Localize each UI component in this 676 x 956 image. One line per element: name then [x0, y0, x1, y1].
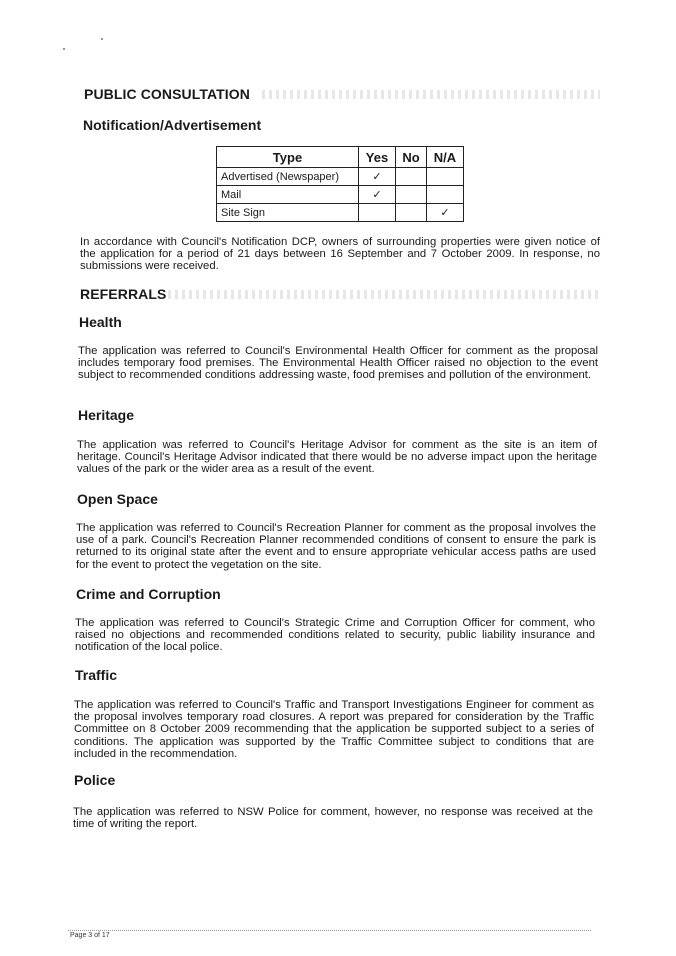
- heritage-paragraph: The application was referred to Council's Heritage Advisor for comment as the site is an item of heritage. Council's Heritage Advisor indicated that there would be no adverse impact upon the heritage values of the park or the wider area as a result of the event.: [77, 439, 597, 476]
- column-header-type: Type: [217, 147, 359, 168]
- section-heading-referrals: REFERRALS: [80, 286, 167, 302]
- cell-no: [396, 186, 427, 204]
- column-header-no: No: [396, 147, 427, 168]
- cell-no: [396, 168, 427, 186]
- scan-speck: [101, 38, 103, 40]
- cell-na: [427, 186, 464, 204]
- column-header-na: N/A: [427, 147, 464, 168]
- subheading-open-space: Open Space: [77, 491, 158, 507]
- cell-type: Mail: [217, 186, 359, 204]
- subheading-heritage: Heritage: [78, 407, 135, 423]
- police-paragraph: The application was referred to NSW Police for comment, however, no response was received at the time of writing the report.: [73, 806, 593, 831]
- subheading-health: Health: [79, 314, 122, 330]
- page-number: Page 3 of 17: [70, 932, 110, 939]
- table-row: [217, 168, 464, 186]
- cell-no: [396, 204, 427, 222]
- cell-yes: ✓: [359, 168, 396, 186]
- scan-noise: [168, 290, 598, 299]
- subheading-notification: Notification/Advertisement: [83, 117, 262, 133]
- table-row: [217, 186, 464, 204]
- notification-paragraph: In accordance with Council's Notification DCP, owners of surrounding properties were given notice of the application for a period of 21 days between 16 September and 7 October 2009. In response, no submissions were received.: [80, 236, 600, 273]
- subheading-crime-corruption: Crime and Corruption: [76, 586, 221, 602]
- subheading-police: Police: [74, 772, 116, 788]
- cell-na: ✓: [427, 204, 464, 222]
- notification-table: [216, 146, 464, 222]
- health-paragraph: The application was referred to Council's Environmental Health Officer for comment as the proposal includes temporary food premises. The Environmental Health Officer raised no objection to the event subject to recommended conditions addressing waste, food premises and pollution of the environment.: [78, 345, 598, 382]
- cell-yes: [359, 204, 396, 222]
- column-header-yes: Yes: [359, 147, 396, 168]
- cell-type: Site Sign: [217, 204, 359, 222]
- open-space-paragraph: The application was referred to Council's Recreation Planner for comment as the proposal involves the use of a park. Council's Recreation Planner recommended conditions of consent to ensure the park is returned to its original state after the event and to ensure appropriate vehicular access paths are used for the event to protect the vegetation on the site.: [76, 522, 596, 571]
- crime-paragraph: The application was referred to Council's Strategic Crime and Corruption Officer for comment, who raised no objections and recommended conditions related to security, public liability insurance and notification of the local police.: [75, 617, 595, 654]
- footer-divider: [68, 930, 591, 931]
- traffic-paragraph: The application was referred to Council's Traffic and Transport Investigations Engineer for comment as the proposal involves temporary road closures. A report was prepared for consideration by the Traffic Committee on 8 October 2009 recommending that the application be supported subject to a series of conditions. The application was supported by the Traffic Committee subject to conditions that are included in the recommendation.: [74, 699, 594, 760]
- cell-type: Advertised (Newspaper): [217, 168, 359, 186]
- scan-noise: [262, 90, 600, 99]
- cell-na: [427, 168, 464, 186]
- cell-yes: ✓: [359, 186, 396, 204]
- scan-speck: [63, 48, 65, 50]
- table-row: [217, 204, 464, 222]
- section-heading-public-consultation: PUBLIC CONSULTATION: [84, 86, 250, 102]
- table-header-row: [217, 147, 464, 168]
- subheading-traffic: Traffic: [75, 667, 118, 683]
